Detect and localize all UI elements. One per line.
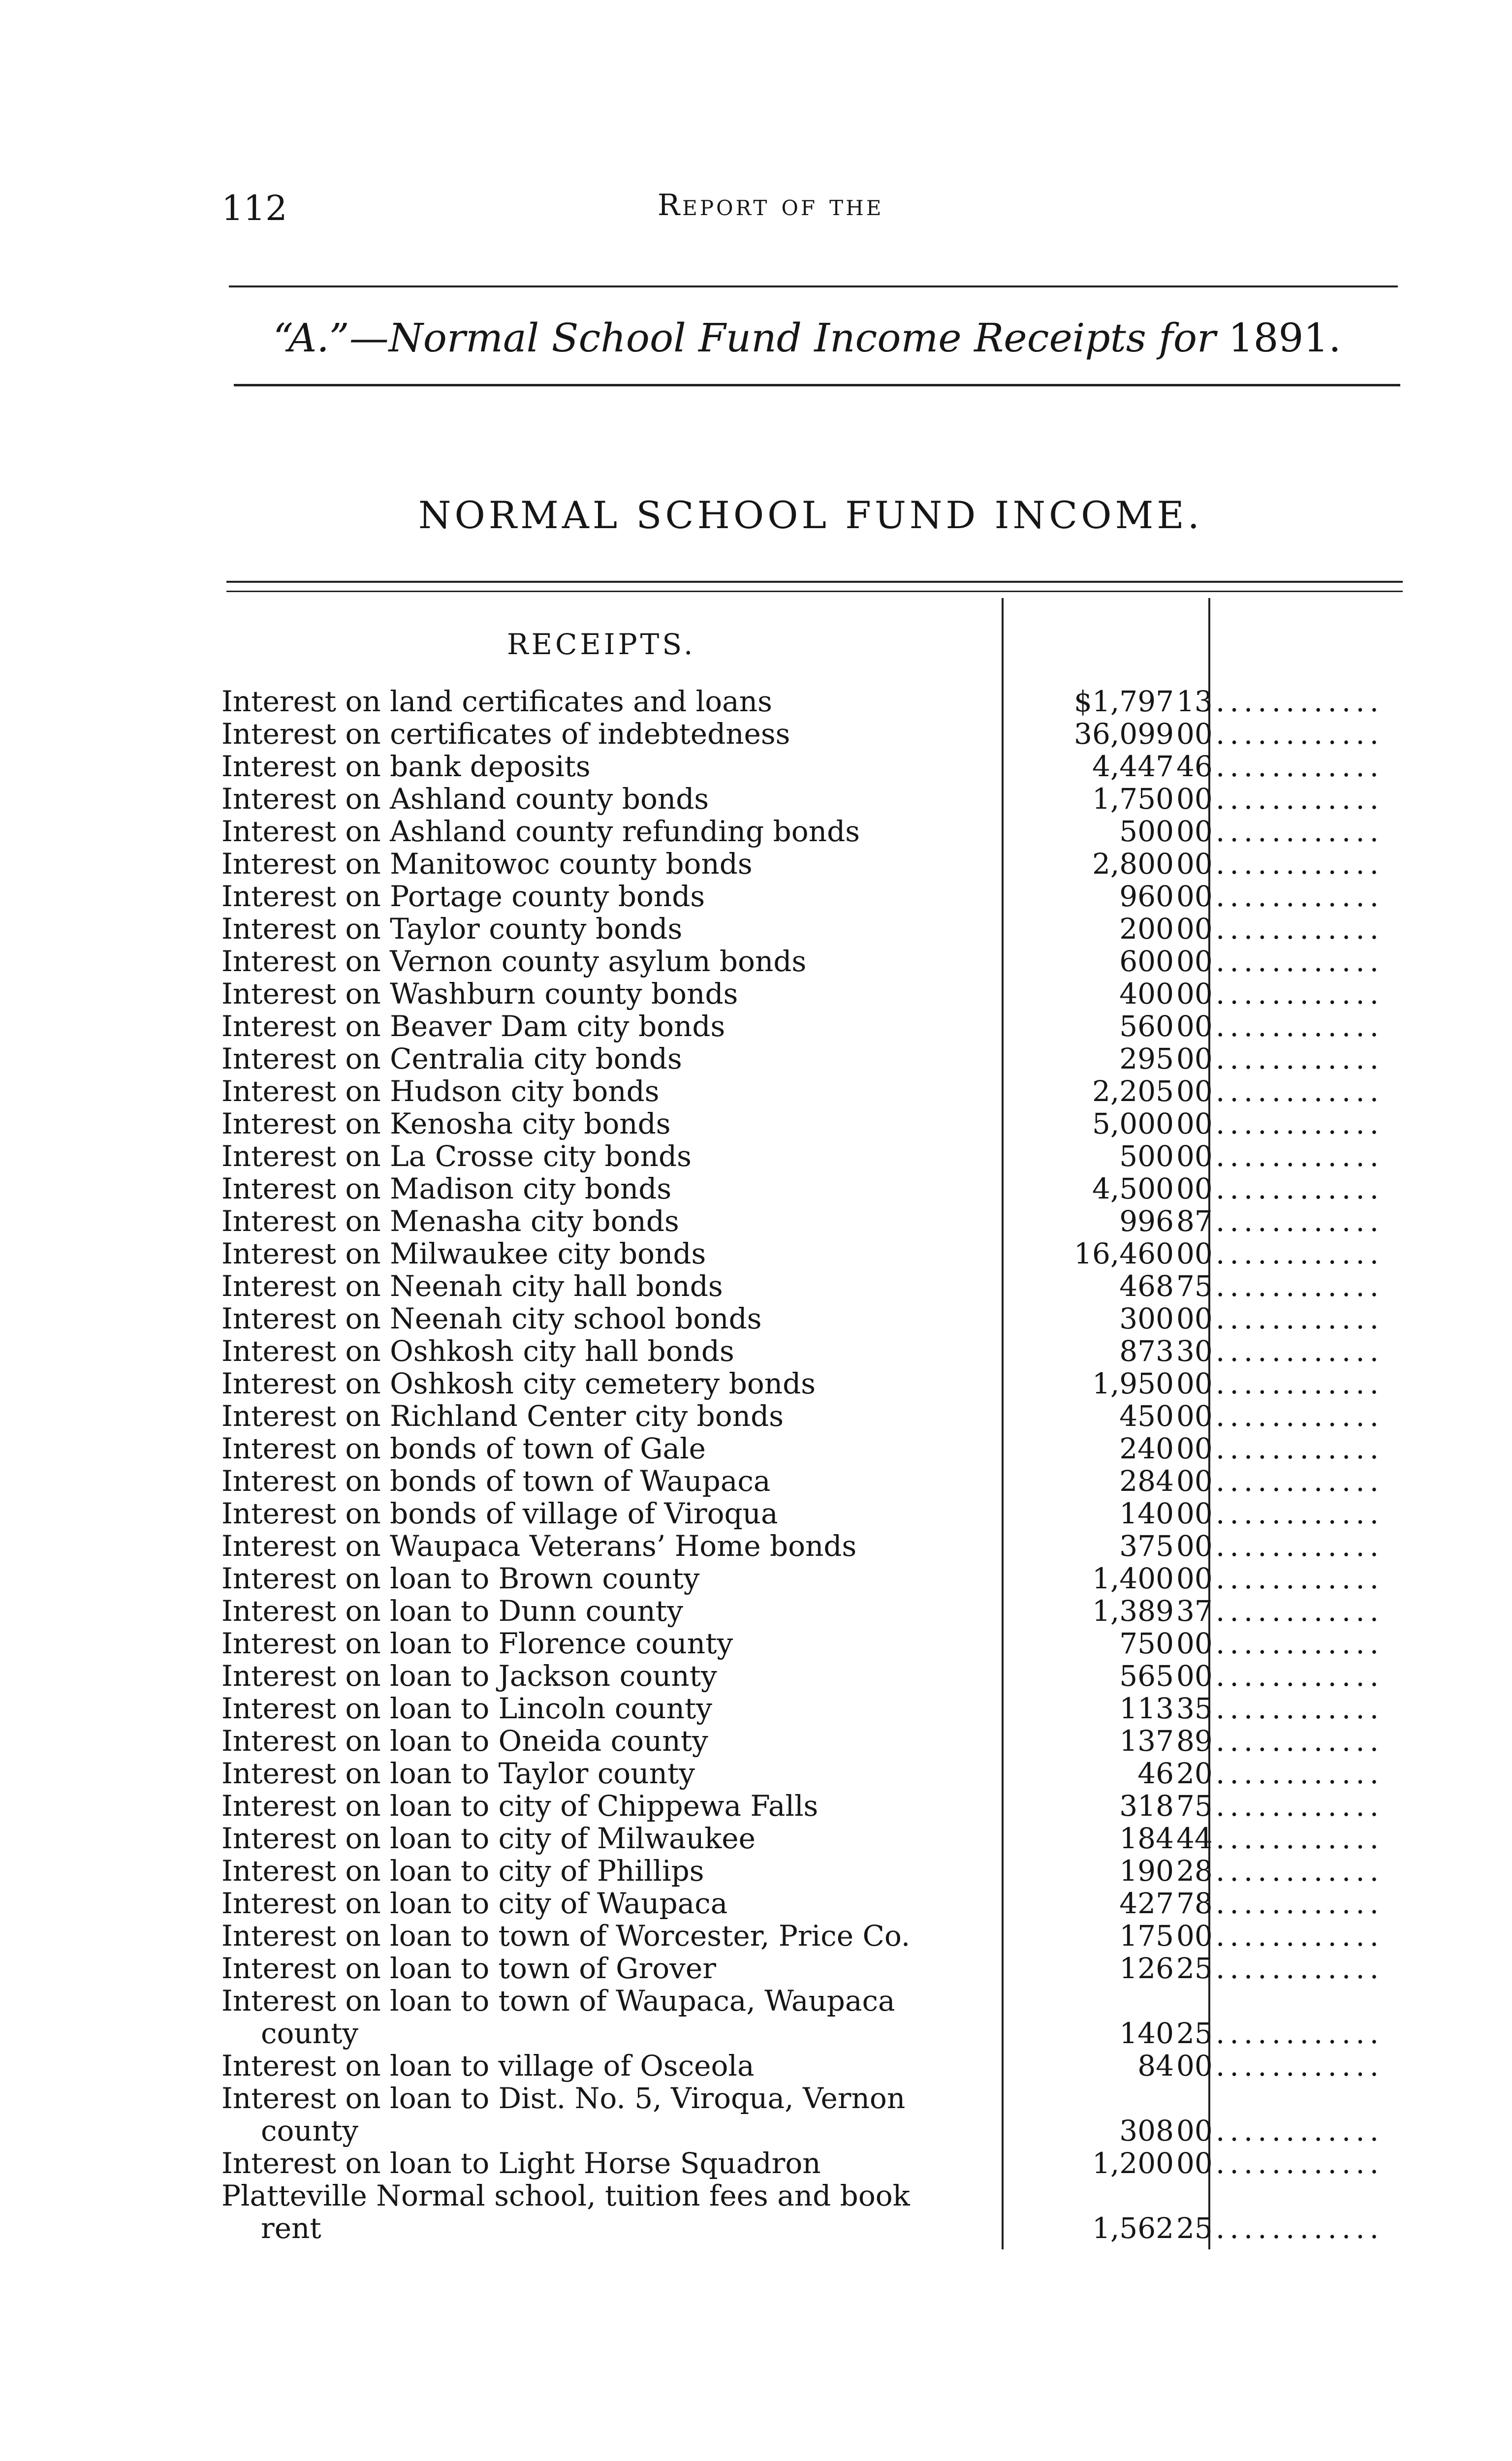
- dotted-leader: ............: [1216, 1822, 1384, 1855]
- amount-cents: 00: [1176, 1562, 1213, 1595]
- fund-title-text: “A.”—Normal School Fund Income Receipts for: [273, 315, 1228, 361]
- receipt-description-line: Interest on Portage county bonds: [221, 880, 705, 913]
- table-row: [0, 1075, 1512, 1107]
- running-head: Report of the: [658, 188, 884, 222]
- amount-dollars: 46: [1137, 1757, 1174, 1790]
- table-row: [0, 1692, 1512, 1725]
- receipt-description-line: Interest on Richland Center city bonds: [221, 1400, 784, 1432]
- receipt-description-line: Interest on loan to Dist. No. 5, Viroqua, Vernon: [221, 2082, 906, 2114]
- amount-dollars: 318: [1119, 1789, 1174, 1823]
- receipt-description-line: Interest on Oshkosh city cemetery bonds: [221, 1367, 816, 1400]
- dotted-leader: ............: [1216, 718, 1384, 750]
- amount-dollars: 190: [1119, 1854, 1174, 1888]
- amount-cents: 00: [1176, 815, 1213, 848]
- receipt-description: [221, 1497, 999, 1530]
- table-row: [0, 880, 1512, 913]
- dotted-leader: ............: [1216, 1595, 1384, 1627]
- amount-cents: 75: [1176, 1789, 1213, 1823]
- receipt-description: [221, 1010, 999, 1042]
- receipt-description: [221, 1205, 999, 1237]
- table-row: [0, 913, 1512, 945]
- amount-dollars: 36,099: [1074, 717, 1174, 751]
- dotted-leader: ............: [1216, 2212, 1384, 2244]
- amount-dollars: 1,750: [1092, 782, 1174, 816]
- receipt-description: [221, 1465, 999, 1497]
- receipt-description-line: Interest on bonds of town of Gale: [221, 1432, 706, 1465]
- table-row: [0, 1107, 1512, 1140]
- amount-cents: 28: [1176, 1854, 1213, 1888]
- table-row: [0, 2082, 1512, 2147]
- amount-cents: 44: [1176, 1822, 1213, 1855]
- receipt-description: [221, 1660, 999, 1692]
- table-row: [0, 750, 1512, 783]
- amount-cents: 78: [1176, 1887, 1213, 1920]
- table-row: [0, 1140, 1512, 1172]
- receipt-description-continuation: rent: [261, 2212, 321, 2244]
- receipt-description: [221, 978, 999, 1010]
- dotted-leader: ............: [1216, 880, 1384, 913]
- receipt-description-line: Interest on Vernon county asylum bonds: [221, 945, 807, 978]
- amount-dollars: 16,460: [1074, 1237, 1174, 1270]
- dotted-leader: ............: [1216, 1140, 1384, 1172]
- table-row: [0, 1497, 1512, 1530]
- dotted-leader: ............: [1216, 1172, 1384, 1205]
- table-row: [0, 1952, 1512, 1985]
- amount-cents: 00: [1176, 1074, 1213, 1108]
- receipt-description-line: Interest on loan to Oneida county: [221, 1725, 708, 1757]
- receipt-description: [221, 1400, 999, 1432]
- fund-title-year: 1891.: [1228, 315, 1341, 361]
- receipt-description: [221, 1757, 999, 1790]
- dotted-leader: ............: [1216, 1010, 1384, 1042]
- amount-dollars: $1,797: [1074, 685, 1174, 718]
- receipt-description-line: Interest on bank deposits: [221, 750, 591, 783]
- amount-cents: 00: [1176, 1107, 1213, 1140]
- table-row: [0, 1270, 1512, 1302]
- amount-dollars: 5,000: [1092, 1107, 1174, 1140]
- table-top-rule-1: [226, 581, 1403, 583]
- dotted-leader: ............: [1216, 1107, 1384, 1140]
- amount-cents: 00: [1176, 1302, 1213, 1335]
- table-row: [0, 2050, 1512, 2082]
- receipt-description-line: Interest on Menasha city bonds: [221, 1205, 679, 1237]
- dotted-leader: ............: [1216, 945, 1384, 978]
- receipt-description-line: Interest on loan to Light Horse Squadron: [221, 2147, 821, 2179]
- amount-cents: 13: [1176, 685, 1213, 718]
- amount-cents: 87: [1176, 1204, 1213, 1238]
- receipt-description-line: Interest on Kenosha city bonds: [221, 1107, 671, 1140]
- receipt-description-line: Interest on loan to city of Phillips: [221, 1855, 704, 1887]
- receipt-description: [221, 1790, 999, 1822]
- amount-cents: 00: [1176, 1139, 1213, 1173]
- table-row: [0, 1432, 1512, 1465]
- amount-cents: 00: [1176, 1010, 1213, 1043]
- amount-dollars: 600: [1119, 945, 1174, 978]
- dotted-leader: ............: [1216, 1855, 1384, 1887]
- dotted-leader: ............: [1216, 913, 1384, 945]
- amount-dollars: 4,500: [1092, 1172, 1174, 1205]
- amount-dollars: 113: [1119, 1692, 1174, 1725]
- table-row: [0, 1010, 1512, 1042]
- dotted-leader: ............: [1216, 2050, 1384, 2082]
- dotted-leader: ............: [1216, 1302, 1384, 1335]
- table-row: [0, 718, 1512, 750]
- receipt-description-line: Interest on loan to town of Worcester, Price Co.: [221, 1920, 911, 1952]
- receipts-heading: RECEIPTS.: [507, 628, 696, 661]
- amount-cents: 00: [1176, 1659, 1213, 1693]
- receipt-description-line: Interest on loan to city of Milwaukee: [221, 1822, 756, 1855]
- dotted-leader: ............: [1216, 1237, 1384, 1270]
- amount-cents: 00: [1176, 1627, 1213, 1660]
- receipt-description: [221, 1432, 999, 1465]
- table-row: [0, 1530, 1512, 1562]
- dotted-leader: ............: [1216, 1497, 1384, 1530]
- table-row: [0, 1790, 1512, 1822]
- amount-cents: 25: [1176, 2211, 1213, 2245]
- amount-cents: 00: [1176, 717, 1213, 751]
- amount-dollars: 140: [1119, 2017, 1174, 2050]
- table-row: [0, 1400, 1512, 1432]
- receipt-description: [221, 1822, 999, 1855]
- table-row: [0, 2147, 1512, 2179]
- amount-dollars: 960: [1119, 880, 1174, 913]
- table-row: [0, 1855, 1512, 1887]
- table-row: [0, 978, 1512, 1010]
- amount-cents: 25: [1176, 2017, 1213, 2050]
- amount-cents: 00: [1176, 1497, 1213, 1530]
- dotted-leader: ............: [1216, 1660, 1384, 1692]
- table-row: [0, 1042, 1512, 1075]
- receipt-description-line: Interest on bonds of village of Viroqua: [221, 1497, 778, 1530]
- amount-dollars: 873: [1119, 1334, 1174, 1368]
- dotted-leader: ............: [1216, 1562, 1384, 1595]
- receipt-description: [221, 1367, 999, 1400]
- amount-dollars: 1,200: [1092, 2146, 1174, 2180]
- receipt-description: [221, 880, 999, 913]
- amount-cents: 00: [1176, 847, 1213, 881]
- amount-dollars: 500: [1119, 1139, 1174, 1173]
- table-row: [0, 945, 1512, 978]
- amount-dollars: 308: [1119, 2114, 1174, 2147]
- amount-dollars: 450: [1119, 1399, 1174, 1433]
- amount-dollars: 427: [1119, 1887, 1174, 1920]
- receipt-description: [221, 718, 999, 750]
- receipt-description: [221, 1107, 999, 1140]
- amount-cents: 00: [1176, 782, 1213, 816]
- amount-cents: 35: [1176, 1692, 1213, 1725]
- table-row: [0, 1725, 1512, 1757]
- table-row: [0, 1920, 1512, 1952]
- dotted-leader: ............: [1216, 2017, 1384, 2050]
- amount-dollars: 284: [1119, 1464, 1174, 1498]
- receipt-description: [221, 1140, 999, 1172]
- receipt-description-line: Interest on certificates of indebtedness: [221, 718, 790, 750]
- amount-dollars: 1,389: [1092, 1594, 1174, 1628]
- dotted-leader: ............: [1216, 1725, 1384, 1757]
- receipt-description: [221, 750, 999, 783]
- receipt-description: [221, 783, 999, 815]
- amount-cents: 00: [1176, 1464, 1213, 1498]
- receipt-description-line: Interest on loan to village of Osceola: [221, 2050, 755, 2082]
- amount-dollars: 500: [1119, 815, 1174, 848]
- dotted-leader: ............: [1216, 978, 1384, 1010]
- amount-dollars: 126: [1119, 1952, 1174, 1985]
- dotted-leader: ............: [1216, 750, 1384, 783]
- amount-dollars: 375: [1119, 1529, 1174, 1563]
- dotted-leader: ............: [1216, 1692, 1384, 1725]
- receipt-description: [221, 2050, 999, 2082]
- table-row: [0, 1562, 1512, 1595]
- receipt-description-line: Interest on loan to city of Waupaca: [221, 1887, 728, 1920]
- amount-dollars: 240: [1119, 1432, 1174, 1465]
- receipt-description: [221, 1335, 999, 1367]
- amount-cents: 37: [1176, 1594, 1213, 1628]
- receipt-description: [221, 2082, 999, 2147]
- dotted-leader: ............: [1216, 815, 1384, 848]
- receipt-description-line: Interest on land certificates and loans: [221, 685, 772, 718]
- dotted-leader: ............: [1216, 1075, 1384, 1107]
- receipt-description: [221, 913, 999, 945]
- receipt-description: [221, 1595, 999, 1627]
- amount-dollars: 175: [1119, 1919, 1174, 1953]
- table-row: [0, 848, 1512, 880]
- amount-cents: 00: [1176, 1529, 1213, 1563]
- amount-dollars: 996: [1119, 1204, 1174, 1238]
- receipt-description-line: Interest on La Crosse city bonds: [221, 1140, 692, 1172]
- dotted-leader: ............: [1216, 1757, 1384, 1790]
- dotted-leader: ............: [1216, 1270, 1384, 1302]
- table-row: [0, 1205, 1512, 1237]
- receipt-description: [221, 1530, 999, 1562]
- dotted-leader: ............: [1216, 1432, 1384, 1465]
- receipt-description-continuation: county: [261, 2114, 359, 2147]
- table-row: [0, 1822, 1512, 1855]
- table-row: [0, 1887, 1512, 1920]
- receipt-description-line: Interest on loan to town of Grover: [221, 1952, 716, 1985]
- dotted-leader: ............: [1216, 1367, 1384, 1400]
- receipt-description: [221, 2179, 999, 2244]
- dotted-leader: ............: [1216, 1465, 1384, 1497]
- amount-cents: 89: [1176, 1724, 1213, 1758]
- amount-cents: 00: [1176, 1172, 1213, 1205]
- section-title: NORMAL SCHOOL FUND INCOME.: [418, 493, 1203, 537]
- dotted-leader: ............: [1216, 1335, 1384, 1367]
- receipt-description: [221, 1302, 999, 1335]
- amount-cents: 00: [1176, 1237, 1213, 1270]
- receipt-description-line: Interest on Madison city bonds: [221, 1172, 672, 1205]
- receipt-description: [221, 1172, 999, 1205]
- receipt-description-line: Interest on loan to town of Waupaca, Waupaca: [221, 1985, 895, 2017]
- receipt-description-line: Interest on Ashland county refunding bonds: [221, 815, 860, 848]
- amount-cents: 00: [1176, 2049, 1213, 2082]
- dotted-leader: ............: [1216, 2147, 1384, 2179]
- receipt-description-line: Interest on loan to Dunn county: [221, 1595, 683, 1627]
- receipt-description-line: Interest on loan to city of Chippewa Falls: [221, 1790, 819, 1822]
- receipt-description-line: Interest on Manitowoc county bonds: [221, 848, 753, 880]
- receipt-description: [221, 1237, 999, 1270]
- dotted-leader: ............: [1216, 783, 1384, 815]
- receipt-description: [221, 1985, 999, 2050]
- receipt-description: [221, 1952, 999, 1985]
- receipt-description: [221, 2147, 999, 2179]
- amount-cents: 20: [1176, 1757, 1213, 1790]
- amount-dollars: 300: [1119, 1302, 1174, 1335]
- amount-cents: 00: [1176, 1367, 1213, 1400]
- receipt-description-line: Interest on Hudson city bonds: [221, 1075, 660, 1107]
- dotted-leader: ............: [1216, 1952, 1384, 1985]
- amount-cents: 30: [1176, 1334, 1213, 1368]
- dotted-leader: ............: [1216, 1205, 1384, 1237]
- dotted-leader: ............: [1216, 1530, 1384, 1562]
- receipt-description-line: Interest on Waupaca Veterans’ Home bonds: [221, 1530, 857, 1562]
- dotted-leader: ............: [1216, 848, 1384, 880]
- receipt-description: [221, 1042, 999, 1075]
- top-rule: [229, 285, 1398, 287]
- amount-dollars: 184: [1119, 1822, 1174, 1855]
- amount-cents: 00: [1176, 2114, 1213, 2147]
- receipt-description-line: Interest on Washburn county bonds: [221, 978, 738, 1010]
- amount-cents: 46: [1176, 750, 1213, 783]
- dotted-leader: ............: [1216, 2114, 1384, 2147]
- dotted-leader: ............: [1216, 1887, 1384, 1920]
- table-row: [0, 1237, 1512, 1270]
- amount-dollars: 137: [1119, 1724, 1174, 1758]
- amount-cents: 00: [1176, 977, 1213, 1010]
- table-top-rule-2: [226, 591, 1403, 592]
- amount-dollars: 2,800: [1092, 847, 1174, 881]
- amount-dollars: 560: [1119, 1010, 1174, 1043]
- amount-dollars: 140: [1119, 1497, 1174, 1530]
- amount-dollars: 84: [1137, 2049, 1174, 2082]
- table-row: [0, 1465, 1512, 1497]
- amount-dollars: 2,205: [1092, 1074, 1174, 1108]
- fund-title: [273, 315, 1341, 361]
- dotted-leader: ............: [1216, 685, 1384, 718]
- amount-cents: 00: [1176, 880, 1213, 913]
- amount-dollars: 1,950: [1092, 1367, 1174, 1400]
- amount-dollars: 750: [1119, 1627, 1174, 1660]
- amount-cents: 00: [1176, 945, 1213, 978]
- dotted-leader: ............: [1216, 1042, 1384, 1075]
- amount-cents: 00: [1176, 1042, 1213, 1075]
- dotted-leader: ............: [1216, 1400, 1384, 1432]
- amount-dollars: 1,562: [1092, 2211, 1174, 2245]
- receipt-description-line: Platteville Normal school, tuition fees and book: [221, 2179, 910, 2212]
- table-row: [0, 783, 1512, 815]
- table-row: [0, 1302, 1512, 1335]
- amount-dollars: 295: [1119, 1042, 1174, 1075]
- receipt-description: [221, 1725, 999, 1757]
- receipt-description-line: Interest on Taylor county bonds: [221, 913, 683, 945]
- receipt-description: [221, 815, 999, 848]
- dotted-leader: ............: [1216, 1920, 1384, 1952]
- receipt-description: [221, 1270, 999, 1302]
- receipt-description-continuation: county: [261, 2017, 359, 2050]
- amount-cents: 00: [1176, 1919, 1213, 1953]
- receipt-description-line: Interest on loan to Florence county: [221, 1627, 733, 1660]
- receipt-description: [221, 1627, 999, 1660]
- receipt-description: [221, 945, 999, 978]
- receipt-description: [221, 1562, 999, 1595]
- table-row: [0, 685, 1512, 718]
- amount-cents: 25: [1176, 1952, 1213, 1985]
- amount-cents: 00: [1176, 1432, 1213, 1465]
- table-row: [0, 1172, 1512, 1205]
- table-row: [0, 1367, 1512, 1400]
- table-row: [0, 1757, 1512, 1790]
- receipt-description-line: Interest on Neenah city school bonds: [221, 1302, 762, 1335]
- receipt-description: [221, 1692, 999, 1725]
- table-row: [0, 1335, 1512, 1367]
- receipt-description: [221, 1855, 999, 1887]
- amount-cents: 00: [1176, 1399, 1213, 1433]
- table-row: [0, 1985, 1512, 2050]
- receipt-description-line: Interest on loan to Jackson county: [221, 1660, 717, 1692]
- receipt-description-line: Interest on Centralia city bonds: [221, 1042, 682, 1075]
- amount-dollars: 468: [1119, 1269, 1174, 1303]
- amount-dollars: 4,447: [1092, 750, 1174, 783]
- receipt-description-line: Interest on Milwaukee city bonds: [221, 1237, 706, 1270]
- receipt-description-line: Interest on bonds of town of Waupaca: [221, 1465, 771, 1497]
- table-row: [0, 815, 1512, 848]
- table-row: [0, 1660, 1512, 1692]
- receipt-description-line: Interest on loan to Lincoln county: [221, 1692, 713, 1725]
- receipt-description: [221, 1887, 999, 1920]
- amount-cents: 00: [1176, 912, 1213, 946]
- receipt-description: [221, 1920, 999, 1952]
- table-row: [0, 2179, 1512, 2244]
- table-row: [0, 1595, 1512, 1627]
- table-row: [0, 1627, 1512, 1660]
- page-number: 112: [221, 188, 287, 228]
- receipt-description-line: Interest on loan to Brown county: [221, 1562, 700, 1595]
- amount-dollars: 565: [1119, 1659, 1174, 1693]
- receipt-description: [221, 848, 999, 880]
- receipt-description-line: Interest on loan to Taylor county: [221, 1757, 695, 1790]
- receipt-description-line: Interest on Oshkosh city hall bonds: [221, 1335, 734, 1367]
- amount-cents: 00: [1176, 2146, 1213, 2180]
- dotted-leader: ............: [1216, 1790, 1384, 1822]
- receipt-description: [221, 685, 999, 718]
- receipt-description-line: Interest on Beaver Dam city bonds: [221, 1010, 725, 1042]
- amount-dollars: 1,400: [1092, 1562, 1174, 1595]
- receipt-description-line: Interest on Neenah city hall bonds: [221, 1270, 723, 1302]
- amount-dollars: 200: [1119, 912, 1174, 946]
- receipt-description-line: Interest on Ashland county bonds: [221, 783, 709, 815]
- amount-cents: 75: [1176, 1269, 1213, 1303]
- title-rule: [234, 384, 1400, 386]
- receipt-description: [221, 1075, 999, 1107]
- amount-dollars: 400: [1119, 977, 1174, 1010]
- dotted-leader: ............: [1216, 1627, 1384, 1660]
